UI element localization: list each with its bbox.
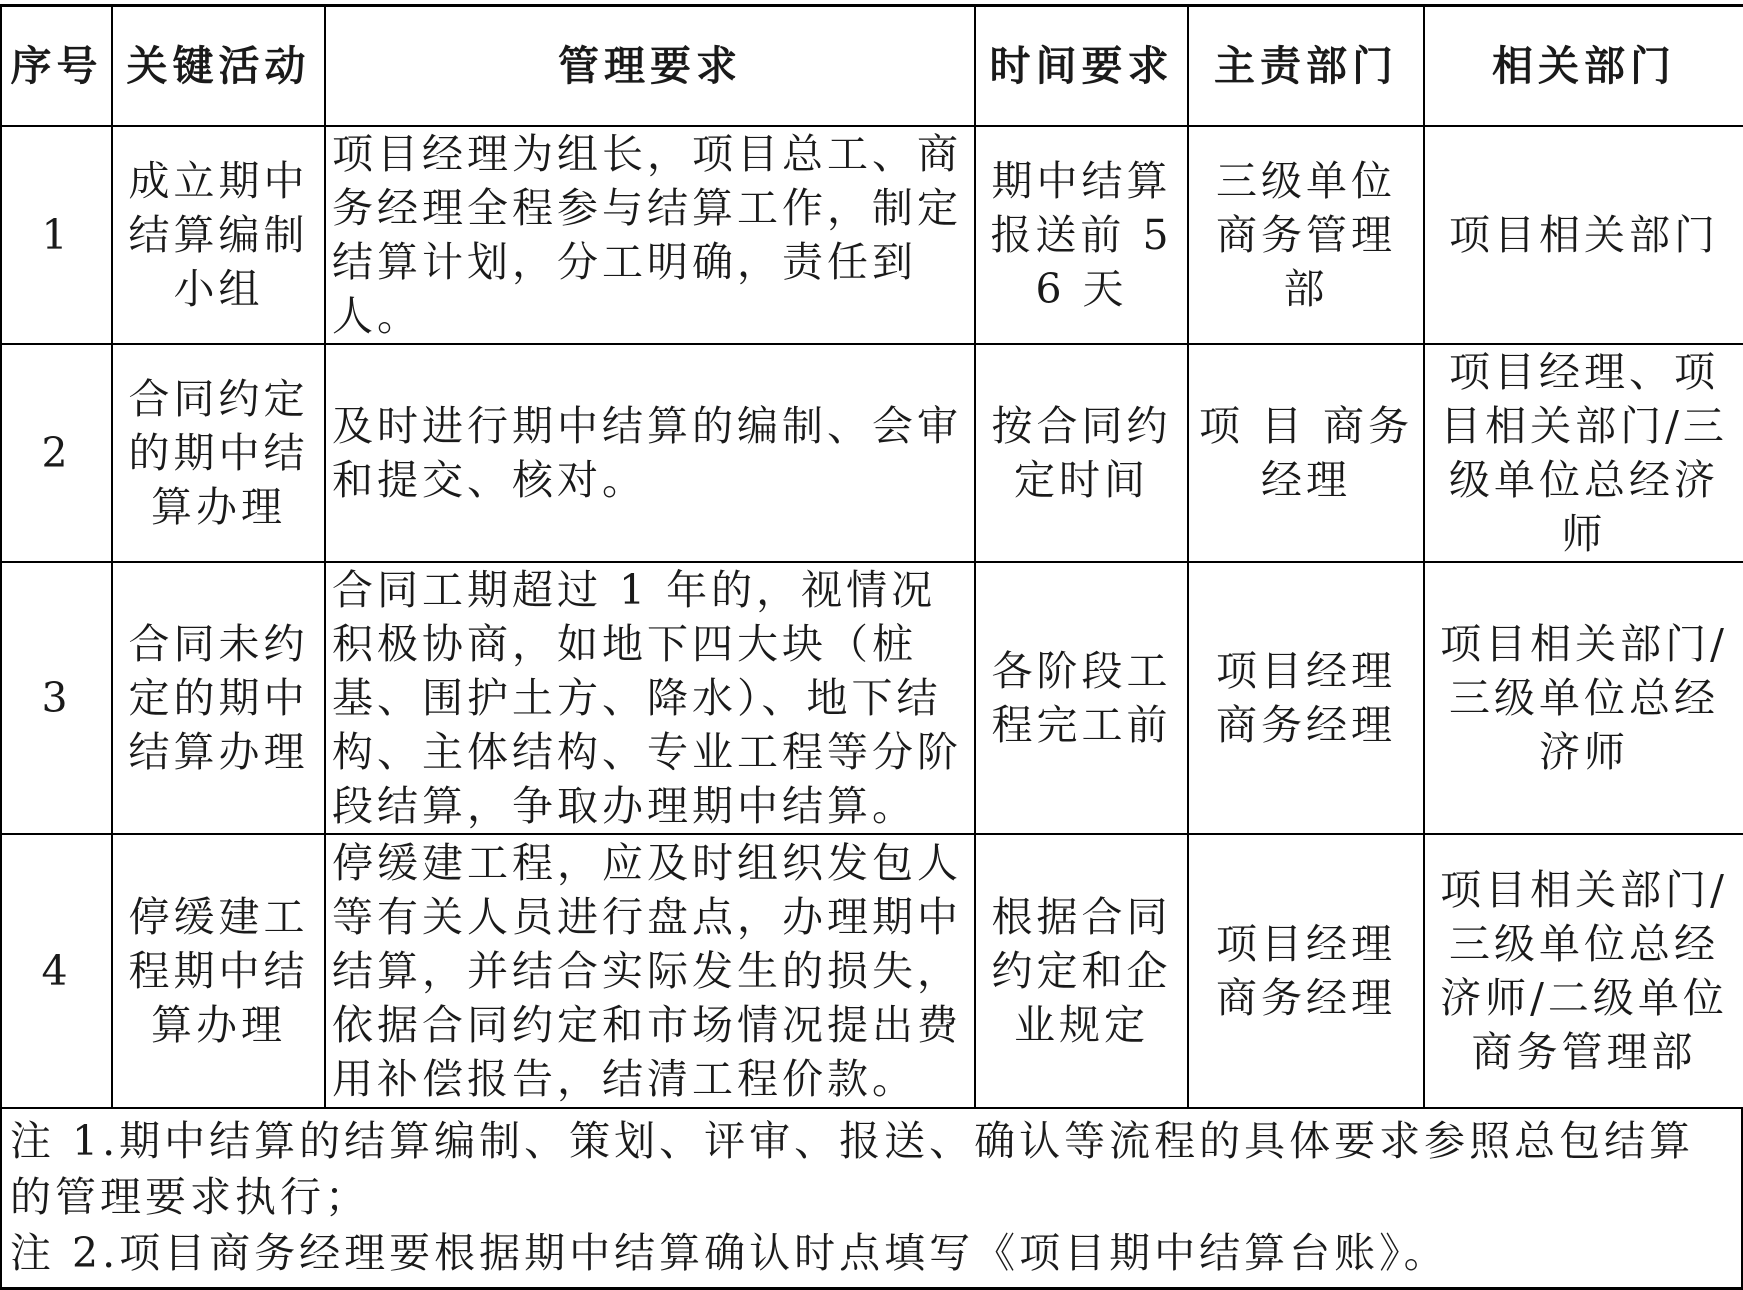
header-requirement: 管理要求 bbox=[325, 6, 975, 127]
table-row bbox=[1, 834, 1743, 1108]
cell-requirement: 项目经理为组长，项目总工、商务经理全程参与结算工作，制定结算计划，分工明确，责任到人。 bbox=[325, 126, 975, 344]
header-time: 时间要求 bbox=[975, 6, 1188, 127]
note-1: 注 1.期中结算的结算编制、策划、评审、报送、确认等流程的具体要求参照总包结算的管理要求执行； bbox=[10, 1117, 1695, 1221]
cell-related-dept: 项目相关部门/三级单位总经济师/二级单位商务管理部 bbox=[1424, 834, 1743, 1108]
table-notes bbox=[0, 1109, 1743, 1290]
table-row bbox=[1, 126, 1743, 344]
header-related-dept: 相关部门 bbox=[1424, 6, 1743, 127]
cell-no: 4 bbox=[1, 834, 112, 1108]
header-lead-dept: 主责部门 bbox=[1188, 6, 1424, 127]
cell-time: 按合同约定时间 bbox=[975, 344, 1188, 562]
cell-requirement: 及时进行期中结算的编制、会审和提交、核对。 bbox=[325, 344, 975, 562]
cell-related-dept: 项目经理、项目相关部门/三级单位总经济师 bbox=[1424, 344, 1743, 562]
cell-time: 各阶段工程完工前 bbox=[975, 562, 1188, 834]
note-2: 注 2.项目商务经理要根据期中结算确认时点填写《项目期中结算台账》。 bbox=[10, 1229, 1449, 1277]
cell-time: 期中结算报送前 56 天 bbox=[975, 126, 1188, 344]
cell-no: 1 bbox=[1, 126, 112, 344]
cell-activity: 合同约定的期中结算办理 bbox=[112, 344, 325, 562]
cell-time: 根据合同约定和企业规定 bbox=[975, 834, 1188, 1108]
cell-requirement: 合同工期超过 1 年的，视情况积极协商，如地下四大块（桩基、围护土方、降水）、地下结构、主体结构、专业工程等分阶段结算，争取办理期中结算。 bbox=[325, 562, 975, 834]
cell-related-dept: 项目相关部门/三级单位总经济师 bbox=[1424, 562, 1743, 834]
cell-lead-dept: 三级单位商务管理部 bbox=[1188, 126, 1424, 344]
header-no: 序号 bbox=[1, 6, 112, 127]
cell-related-dept: 项目相关部门 bbox=[1424, 126, 1743, 344]
cell-requirement: 停缓建工程，应及时组织发包人等有关人员进行盘点，办理期中结算，并结合实际发生的损失，依据合同约定和市场情况提出费用补偿报告，结清工程价款。 bbox=[325, 834, 975, 1108]
settlement-table bbox=[0, 4, 1743, 1109]
cell-activity: 停缓建工程期中结算办理 bbox=[112, 834, 325, 1108]
cell-no: 3 bbox=[1, 562, 112, 834]
header-activity: 关键活动 bbox=[112, 6, 325, 127]
cell-lead-dept: 项目经理商务经理 bbox=[1188, 834, 1424, 1108]
cell-lead-dept: 项 目 商务经理 bbox=[1188, 344, 1424, 562]
cell-lead-dept: 项目经理商务经理 bbox=[1188, 562, 1424, 834]
cell-no: 2 bbox=[1, 344, 112, 562]
table-row bbox=[1, 344, 1743, 562]
table-row bbox=[1, 562, 1743, 834]
table-header-row bbox=[1, 6, 1743, 127]
settlement-table-container bbox=[0, 4, 1743, 1290]
cell-activity: 成立期中结算编制小组 bbox=[112, 126, 325, 344]
cell-activity: 合同未约定的期中结算办理 bbox=[112, 562, 325, 834]
